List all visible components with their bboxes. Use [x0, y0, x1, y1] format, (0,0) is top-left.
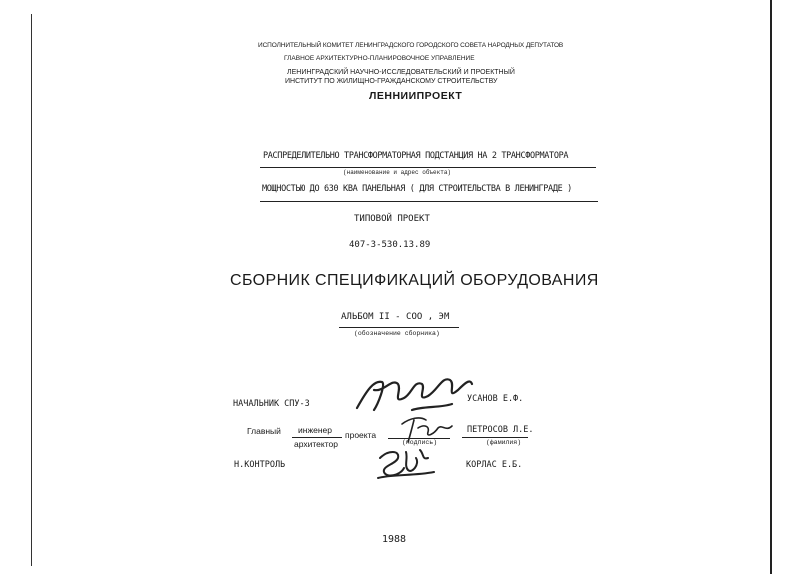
object-name-caption: (наименование и адрес объекта): [343, 169, 452, 176]
gip-signature-caption: (подпись): [402, 439, 438, 446]
gip-label-architect: архитектор: [294, 439, 338, 449]
object-name-line-2: МОЩНОСТЬЮ ДО 630 КВА ПАНЕЛЬНАЯ ( ДЛЯ СТРОИТЕЛЬСТВА В ЛЕНИНГРАДЕ ): [262, 184, 572, 194]
header-line-1: ИСПОЛНИТЕЛЬНЫЙ КОМИТЕТ ЛЕНИНГРАДСКОГО ГОРОДСКОГО СОВЕТА НАРОДНЫХ ДЕПУТАТОВ: [258, 42, 564, 49]
chief-role: НАЧАЛЬНИК СПУ-3: [233, 399, 310, 409]
chief-name: УСАНОВ Е.Ф.: [467, 394, 524, 404]
frame-left-border: [31, 14, 32, 566]
gip-surname-caption: (фамилия): [486, 439, 522, 446]
control-name: КОРЛАС Е.Б.: [466, 460, 523, 470]
gip-engineer-divider: [292, 437, 342, 438]
control-signature: [370, 444, 440, 484]
control-role: Н.КОНТРОЛЬ: [234, 460, 286, 470]
gip-signature: [396, 414, 456, 446]
object-name-line-1: РАСПРЕДЕЛИТЕЛЬНО ТРАНСФОРМАТОРНАЯ ПОДСТАНЦИЯ НА 2 ТРАНСФОРМАТОРА: [263, 151, 569, 161]
frame-right-border: [770, 0, 772, 574]
header-line-3: ЛЕНИНГРАДСКИЙ НАУЧНО-ИССЛЕДОВАТЕЛЬСКИЙ И ПРОЕКТНЫЙ: [287, 69, 515, 76]
object-name-underline-2: [260, 201, 598, 202]
project-code: 407-3-530.13.89: [349, 240, 431, 250]
year: 1988: [382, 534, 407, 545]
document-title: СБОРНИК СПЕЦИФИКАЦИЙ ОБОРУДОВАНИЯ: [230, 272, 599, 289]
album-caption: (обозначение сборника): [354, 330, 440, 337]
gip-label-main: Главный: [247, 426, 281, 436]
header-line-4: ИНСТИТУТ ПО ЖИЛИЩНО-ГРАЖДАНСКОМУ СТРОИТЕЛЬСТВУ: [285, 78, 498, 85]
album-underline: [339, 327, 459, 328]
gip-label-engineer: инженер: [298, 425, 333, 435]
gip-name-line: [462, 437, 528, 438]
album-label: АЛЬБОМ II - СОО , ЭМ: [341, 312, 450, 322]
gip-label-project: проекта: [345, 430, 377, 440]
gip-name: ПЕТРОСОВ Л.Е.: [467, 425, 534, 435]
object-name-underline-1: [260, 167, 596, 168]
header-line-2: ГЛАВНОЕ АРХИТЕКТУРНО-ПЛАНИРОВОЧНОЕ УПРАВЛЕНИЕ: [284, 55, 475, 62]
project-type: ТИПОВОЙ ПРОЕКТ: [354, 214, 430, 224]
chief-signature: [352, 370, 482, 420]
org-name: ЛЕННИИПРОЕКТ: [369, 90, 463, 102]
